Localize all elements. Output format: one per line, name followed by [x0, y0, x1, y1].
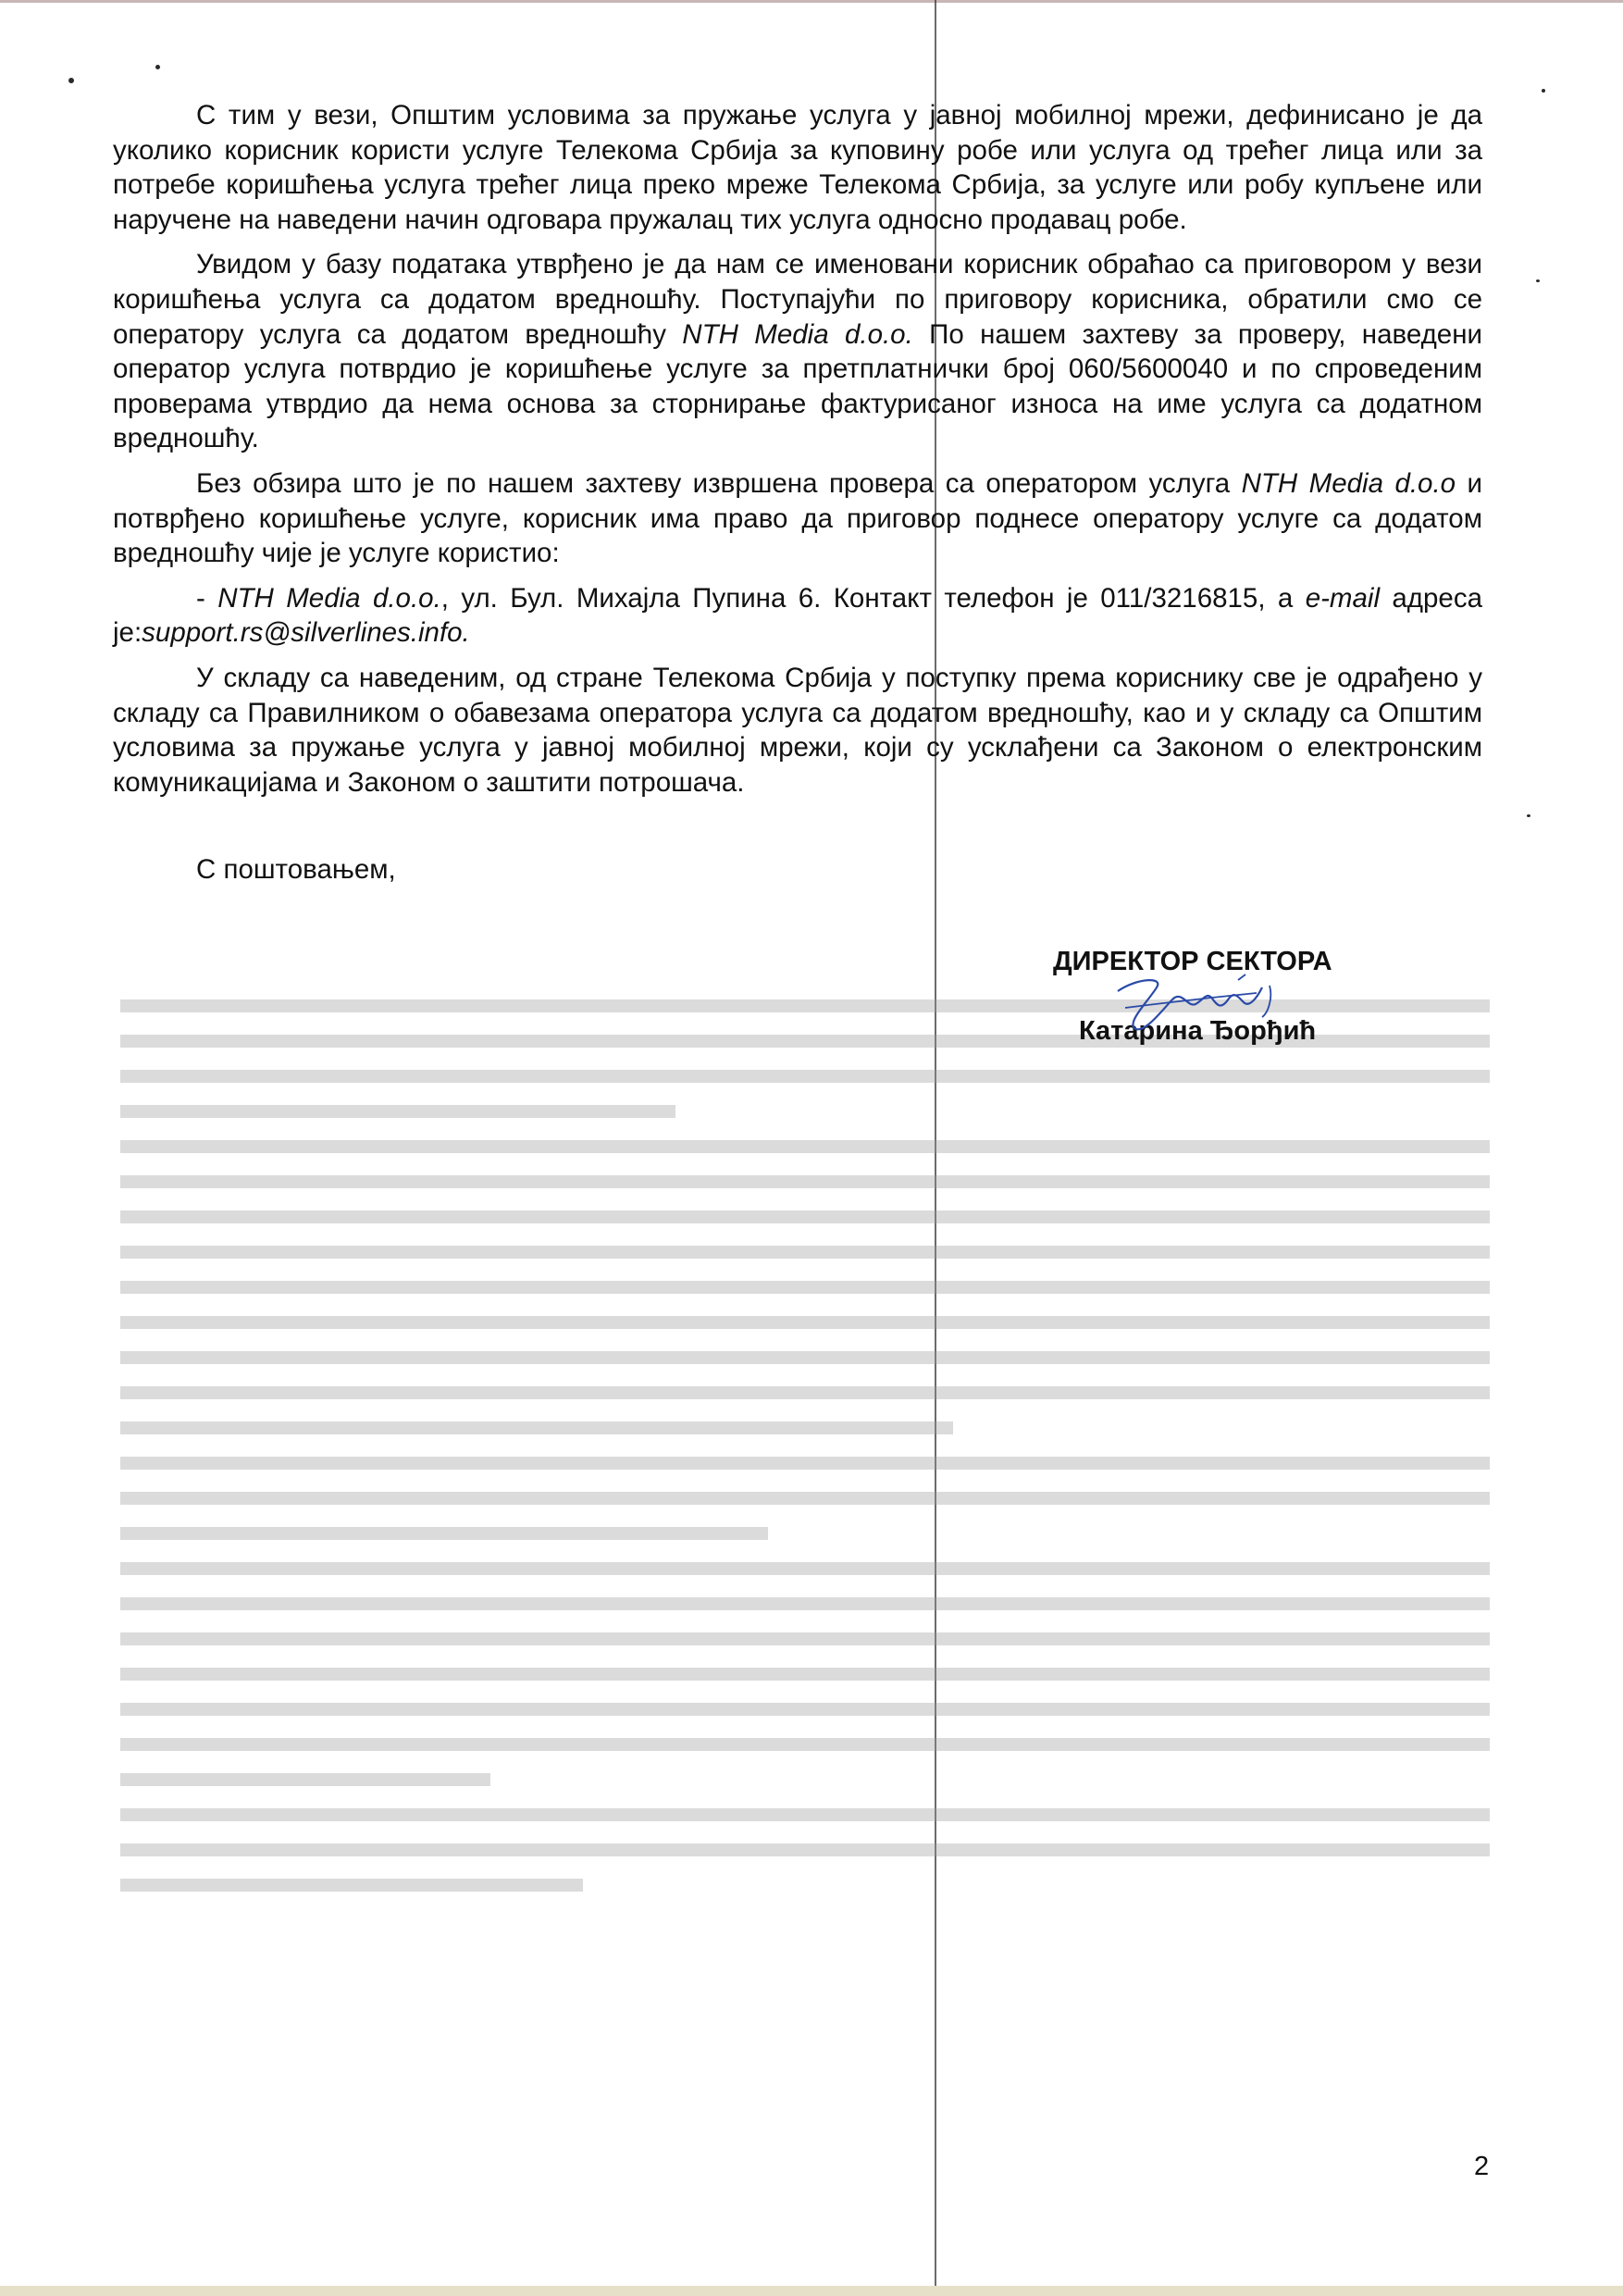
- show-through-block: [120, 999, 1490, 1925]
- contact-dash: -: [196, 582, 218, 614]
- contact-address-phone: , ул. Бул. Михајла Пупина 6. Контакт телефон је 011/3216815, а: [440, 582, 1306, 614]
- paragraph-third-party-services: [113, 98, 1482, 237]
- scan-speck: [1527, 814, 1530, 817]
- email-label: e-mail: [1305, 582, 1381, 614]
- paragraph-text: По нашем захтеву за проверу, наведени оператор услуга потврдио је коришћење услуге за претплатнички број 060/5600040 и по спроведеним проверама утврдио да нема основа за сторнирање фактурисаног износа на име услуга са додатном вредношћу.: [113, 318, 1482, 454]
- scan-speck: [1542, 89, 1545, 93]
- paragraph-right-to-complain: [113, 466, 1482, 571]
- scan-speck: [155, 65, 160, 69]
- scan-speck: [1536, 279, 1540, 282]
- signature-block: [1053, 947, 1442, 1047]
- paragraph-text: Без обзира што је по нашем захтеву извршена провера са оператором услуга: [196, 467, 1242, 499]
- paragraph-text: С тим у вези, Општим условима за пружање услуга у јавној мобилној мрежи, дефинисано је да уколико корисник користи услуге Телекома Србија за куповину робе или услуга од трећег лица или за потребе коришћења услуга трећег лица преко мреже Телекома Србија, за услуге или робу купљене или наручене на наведени начин одговара пружалац тих услуга односно продавац робе.: [113, 100, 1482, 235]
- paragraph-conclusion: [113, 661, 1482, 800]
- operator-name: NTH Media d.o.o: [1241, 467, 1456, 499]
- email-address: support.rs@silverlines.info.: [142, 617, 470, 649]
- scan-bottom-edge: [0, 2286, 1623, 2296]
- letter-body: [113, 98, 1482, 810]
- paragraph-text: и потврђено коришћење услуге, корисник има право да приговор поднесе оператору услуге са додатом вредношћу чије је услуге користио:: [113, 467, 1482, 569]
- show-through-lines: [120, 999, 1490, 1925]
- paragraph-database-check: [113, 247, 1482, 456]
- signature-title: ДИРЕКТОР СЕКТОРА: [1053, 947, 1332, 976]
- operator-name: NTH Media d.o.o.: [682, 318, 913, 350]
- closing-salutation: С поштовањем,: [196, 854, 396, 885]
- paragraph-text: Увидом у базу података утврђено је да нам се именовани корисник обраћао са приговором у вези коришћења услуга са додатом вредношћу. Поступајући по приговору корисника, обратили смо се оператору услуга са додатом вредношћу: [113, 249, 1482, 350]
- operator-name: NTH Media d.o.o.: [217, 582, 441, 614]
- paragraph-operator-contact: [113, 581, 1482, 651]
- page-number: 2: [1474, 2152, 1490, 2181]
- paragraph-text: У складу са наведеним, од стране Телекома Србија у поступку према кориснику све је одрађено у складу са Правилником о обавезама оператора услуга са додатом вредношћу, као и у складу са Општим условима за пружање услуга у јавној мобилној мрежи, који су усклађени са Законом о електронским комуникацијама и Законом о заштити потрошача.: [113, 662, 1482, 798]
- contact-address-word: адреса је:: [113, 582, 1482, 649]
- scan-top-edge: [0, 0, 1623, 3]
- signature-name: Катарина Ђорђић: [1079, 1016, 1317, 1046]
- handwritten-signature: [1099, 971, 1284, 1045]
- scan-speck: [68, 78, 74, 83]
